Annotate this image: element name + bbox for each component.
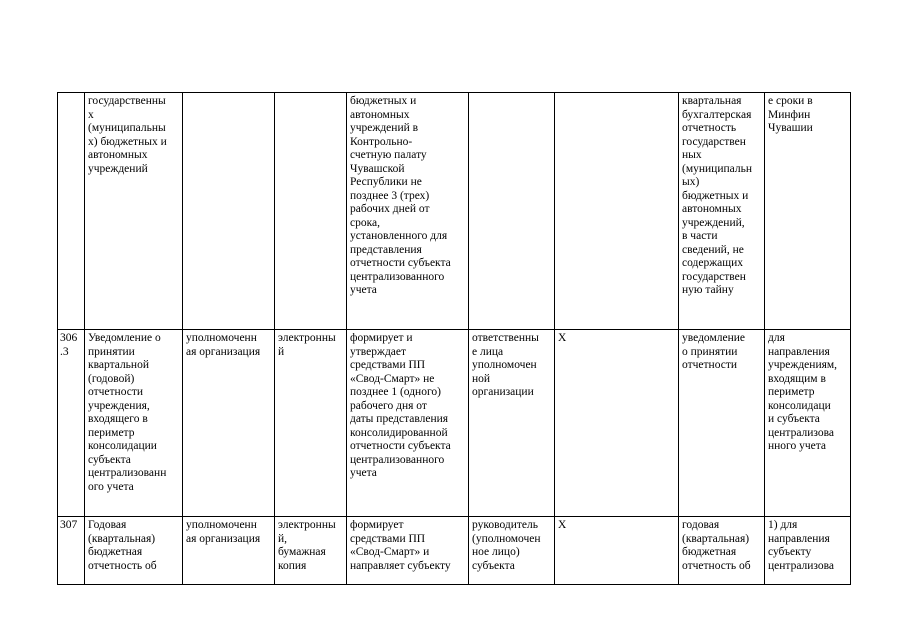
purpose-cell: 1) для направления субъекту централизова — [765, 517, 851, 585]
executor-cell — [183, 93, 275, 330]
row-number: 307 — [58, 517, 85, 585]
row-number — [58, 93, 85, 330]
signature-cell: X — [555, 517, 679, 585]
form-cell — [275, 93, 347, 330]
executor-cell: уполномоченн ая организация — [183, 330, 275, 517]
signature-cell — [555, 93, 679, 330]
result-cell: годовая (квартальная) бюджетная отчетность об — [679, 517, 765, 585]
document-table — [57, 92, 851, 585]
procedure-cell: формирует и утверждает средствами ПП «Свод-Смарт» не позднее 1 (одного) рабочего дня от даты представления консолидированной отчетности субъекта централизованного учета — [347, 330, 469, 517]
signature-cell: X — [555, 330, 679, 517]
table-row — [58, 330, 851, 517]
form-cell: электронны й — [275, 330, 347, 517]
document-name-cell: Уведомление о принятии квартальной (годовой) отчетности учреждения, входящего в периметр консолидации субъекта централизованн ого учета — [85, 330, 183, 517]
procedure-cell: бюджетных и автономных учреждений в Контрольно- счетную палату Чувашской Республики не позднее 3 (трех) рабочих дней от срока, установленного для представления отчетности субъекта централизованного учета — [347, 93, 469, 330]
result-cell: квартальная бухгалтерская отчетность государствен ных (муниципальн ых) бюджетных и автономных учреждений, в части сведений, не содержащих государствен ную тайну — [679, 93, 765, 330]
table-row — [58, 517, 851, 585]
result-cell: уведомление о принятии отчетности — [679, 330, 765, 517]
row-number: 306 .3 — [58, 330, 85, 517]
procedure-cell: формирует средствами ПП «Свод-Смарт» и направляет субъекту — [347, 517, 469, 585]
form-cell: электронны й, бумажная копия — [275, 517, 347, 585]
responsible-cell — [469, 93, 555, 330]
responsible-cell: руководитель (уполномочен ное лицо) субъекта — [469, 517, 555, 585]
responsible-cell: ответственны е лица уполномочен ной организации — [469, 330, 555, 517]
purpose-cell: для направления учреждениям, входящим в периметр консолидаци и субъекта централизова нного учета — [765, 330, 851, 517]
document-name-cell: государственны х (муниципальны х) бюджетных и автономных учреждений — [85, 93, 183, 330]
document-name-cell: Годовая (квартальная) бюджетная отчетность об — [85, 517, 183, 585]
table-row — [58, 93, 851, 330]
purpose-cell: е сроки в Минфин Чувашии — [765, 93, 851, 330]
executor-cell: уполномоченн ая организация — [183, 517, 275, 585]
